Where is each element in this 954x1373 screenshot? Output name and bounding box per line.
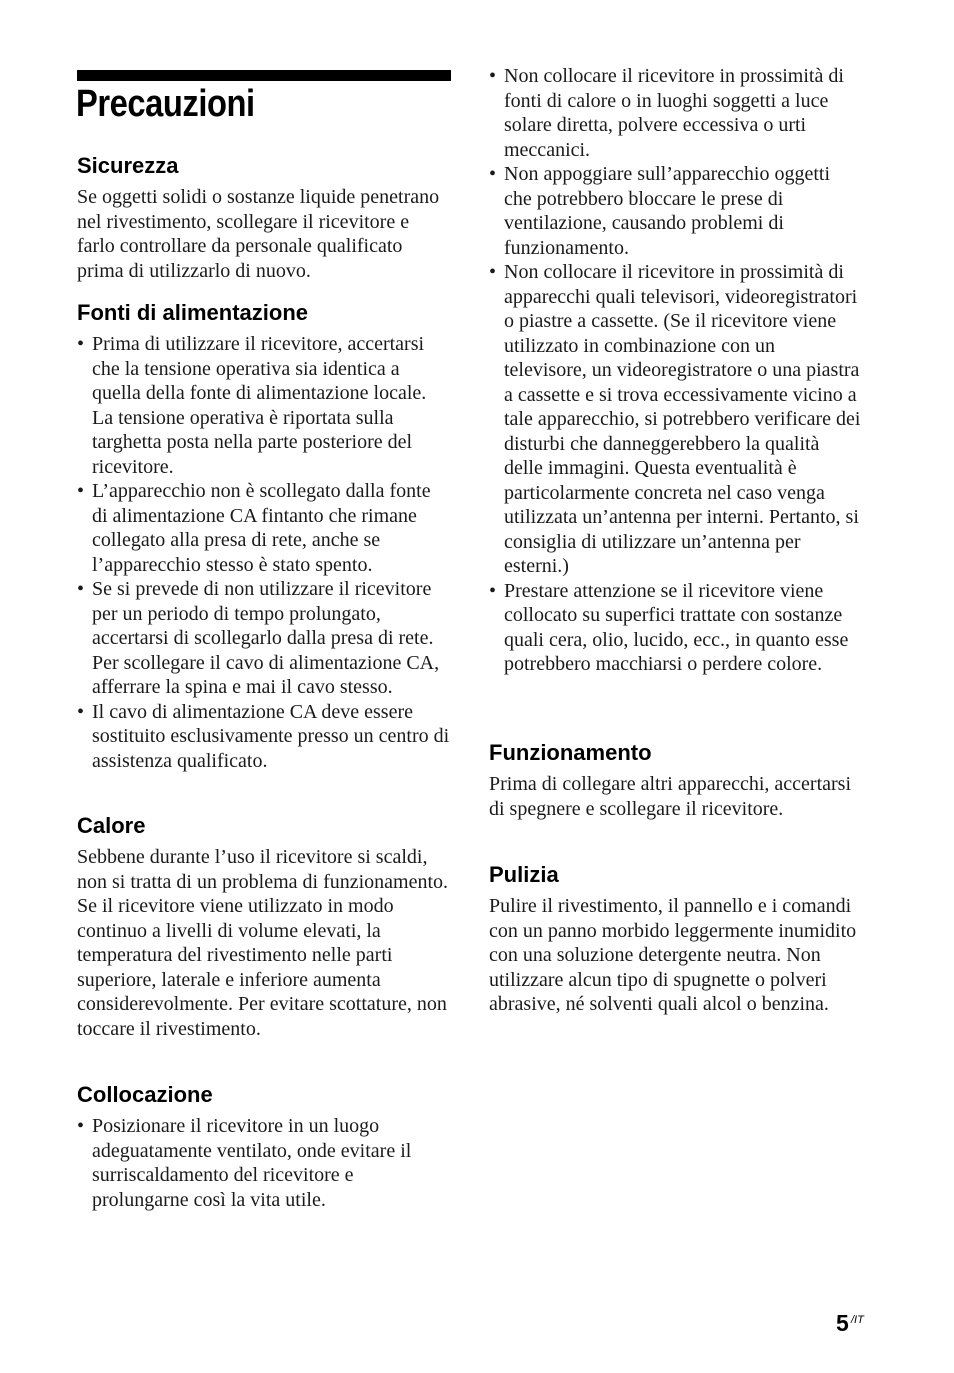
list-item-text: Non collocare il ricevitore in prossimità di fonti di calore o in luoghi soggetti a luce solare diretta, polvere eccessiva o urti meccanici. <box>504 65 844 161</box>
section-heading-calore: Calore <box>77 813 146 838</box>
section-sicurezza <box>77 153 451 283</box>
list-item <box>77 479 451 577</box>
list-item-text: Se si prevede di non utilizzare il ricevitore per un periodo di tempo prolungato, accertarsi di scollegarlo dalla presa di rete. Per scollegare il cavo di alimentazione CA, afferrare la spina e mai il cavo stesso. <box>92 578 440 698</box>
top-rule <box>77 70 451 81</box>
section-collocazione <box>77 1082 451 1212</box>
bullet-icon: • <box>77 333 85 355</box>
bullet-icon: • <box>77 700 85 723</box>
page-number: 5 <box>836 1310 849 1336</box>
bullet-icon: • <box>489 261 497 283</box>
list-item-text: Non appoggiare sull’apparecchio oggetti che potrebbero bloccare le prese di ventilazione, causando problemi di funzionamento. <box>504 163 830 259</box>
section-pulizia <box>489 862 861 1017</box>
bullet-icon: • <box>489 579 497 602</box>
section-collocazione-continued <box>489 64 861 677</box>
section-heading-collocazione: Collocazione <box>77 1082 213 1107</box>
bullet-list-alimentazione <box>77 332 451 773</box>
list-item <box>489 162 861 260</box>
section-text-funzionamento: Prima di collegare altri apparecchi, accertarsi di spegnere e scollegare il ricevitore. <box>489 773 852 820</box>
section-text-calore: Sebbene durante l’uso il ricevitore si scaldi, non si tratta di un problema di funzionamento. Se il ricevitore viene utilizzato in modo continuo a livelli di volume elevati, la temperatura del rivestimento nelle parti superiore, laterale e inferiore aumenta considerevolmente. Per evitare scottature, non toccare il rivestimento. <box>77 846 449 1040</box>
section-calore <box>77 813 451 1041</box>
section-text-pulizia: Pulire il rivestimento, il pannello e i comandi con un panno morbido leggermente inumidito con una soluzione detergente neutra. Non utilizzare alcun tipo di spugnette o polveri abrasive, né solventi quali alcol o benzina. <box>489 895 857 1015</box>
list-item <box>77 700 451 774</box>
list-item-text: Prestare attenzione se il ricevitore viene collocato su superfici trattate con sostanze quali cera, olio, lucido, ecc., in quanto esse potrebbero macchiarsi o perdere colore. <box>504 579 849 675</box>
page-title: Precauzioni <box>76 83 255 125</box>
bullet-icon: • <box>77 1115 85 1137</box>
section-heading-alimentazione: Fonti di alimentazione <box>77 300 309 325</box>
list-item-text: Posizionare il ricevitore in un luogo adeguatamente ventilato, onde evitare il surriscaldamento del ricevitore e prolungarne così la vita utile. <box>92 1115 412 1211</box>
list-item <box>489 64 861 162</box>
bullet-icon: • <box>489 163 497 185</box>
list-item-text: Non collocare il ricevitore in prossimità di apparecchi quali televisori, videoregistratori o piastre a cassette. (Se il ricevitore viene utilizzato in combinazione con un televisore, un videoregistratore o una piastra a cassette e si trova eccessivamente vicino a tale apparecchio, si potrebbero verificare dei disturbi che danneggerebbero la qualità delle immagini. Questa eventualità è particolarmente concreta nel caso venga utilizzata un’antenna per interni. Pertanto, si consiglia di utilizzare un’antenna per esterni.) <box>504 261 861 577</box>
section-funzionamento <box>489 740 861 821</box>
list-item-text: L’apparecchio non è scollegato dalla fonte di alimentazione CA fintanto che rimane collegato alla presa di rete, anche se l’apparecchio stesso è stato spento. <box>92 480 431 576</box>
bullet-list-collocazione-part-2 <box>489 64 861 677</box>
list-item-text: Il cavo di alimentazione CA deve essere sostituito esclusivamente presso un centro di assistenza qualificato. <box>92 700 450 772</box>
bullet-list-collocazione-part-1 <box>77 1114 451 1212</box>
section-text-sicurezza: Se oggetti solidi o sostanze liquide penetrano nel rivestimento, scollegare il ricevitore e farlo controllare da personale qualificato prima di utilizzarlo di nuovo. <box>77 186 440 282</box>
list-item <box>77 577 451 700</box>
bullet-icon: • <box>77 578 85 600</box>
list-item <box>77 332 451 479</box>
section-heading-pulizia: Pulizia <box>489 862 559 887</box>
list-item <box>489 260 861 579</box>
page-language-suffix: /IT <box>851 1314 864 1326</box>
section-heading-funzionamento: Funzionamento <box>489 740 652 765</box>
list-item <box>77 1114 451 1212</box>
section-alimentazione <box>77 300 451 773</box>
bullet-icon: • <box>489 65 497 87</box>
list-item-text: Prima di utilizzare il ricevitore, accertarsi che la tensione operativa sia identica a quella della fonte di alimentazione locale. La tensione operativa è riportata sulla targhetta posta nella parte posteriore del ricevitore. <box>92 333 427 478</box>
list-item <box>489 579 861 677</box>
section-heading-sicurezza: Sicurezza <box>77 153 179 178</box>
bullet-icon: • <box>77 480 85 502</box>
